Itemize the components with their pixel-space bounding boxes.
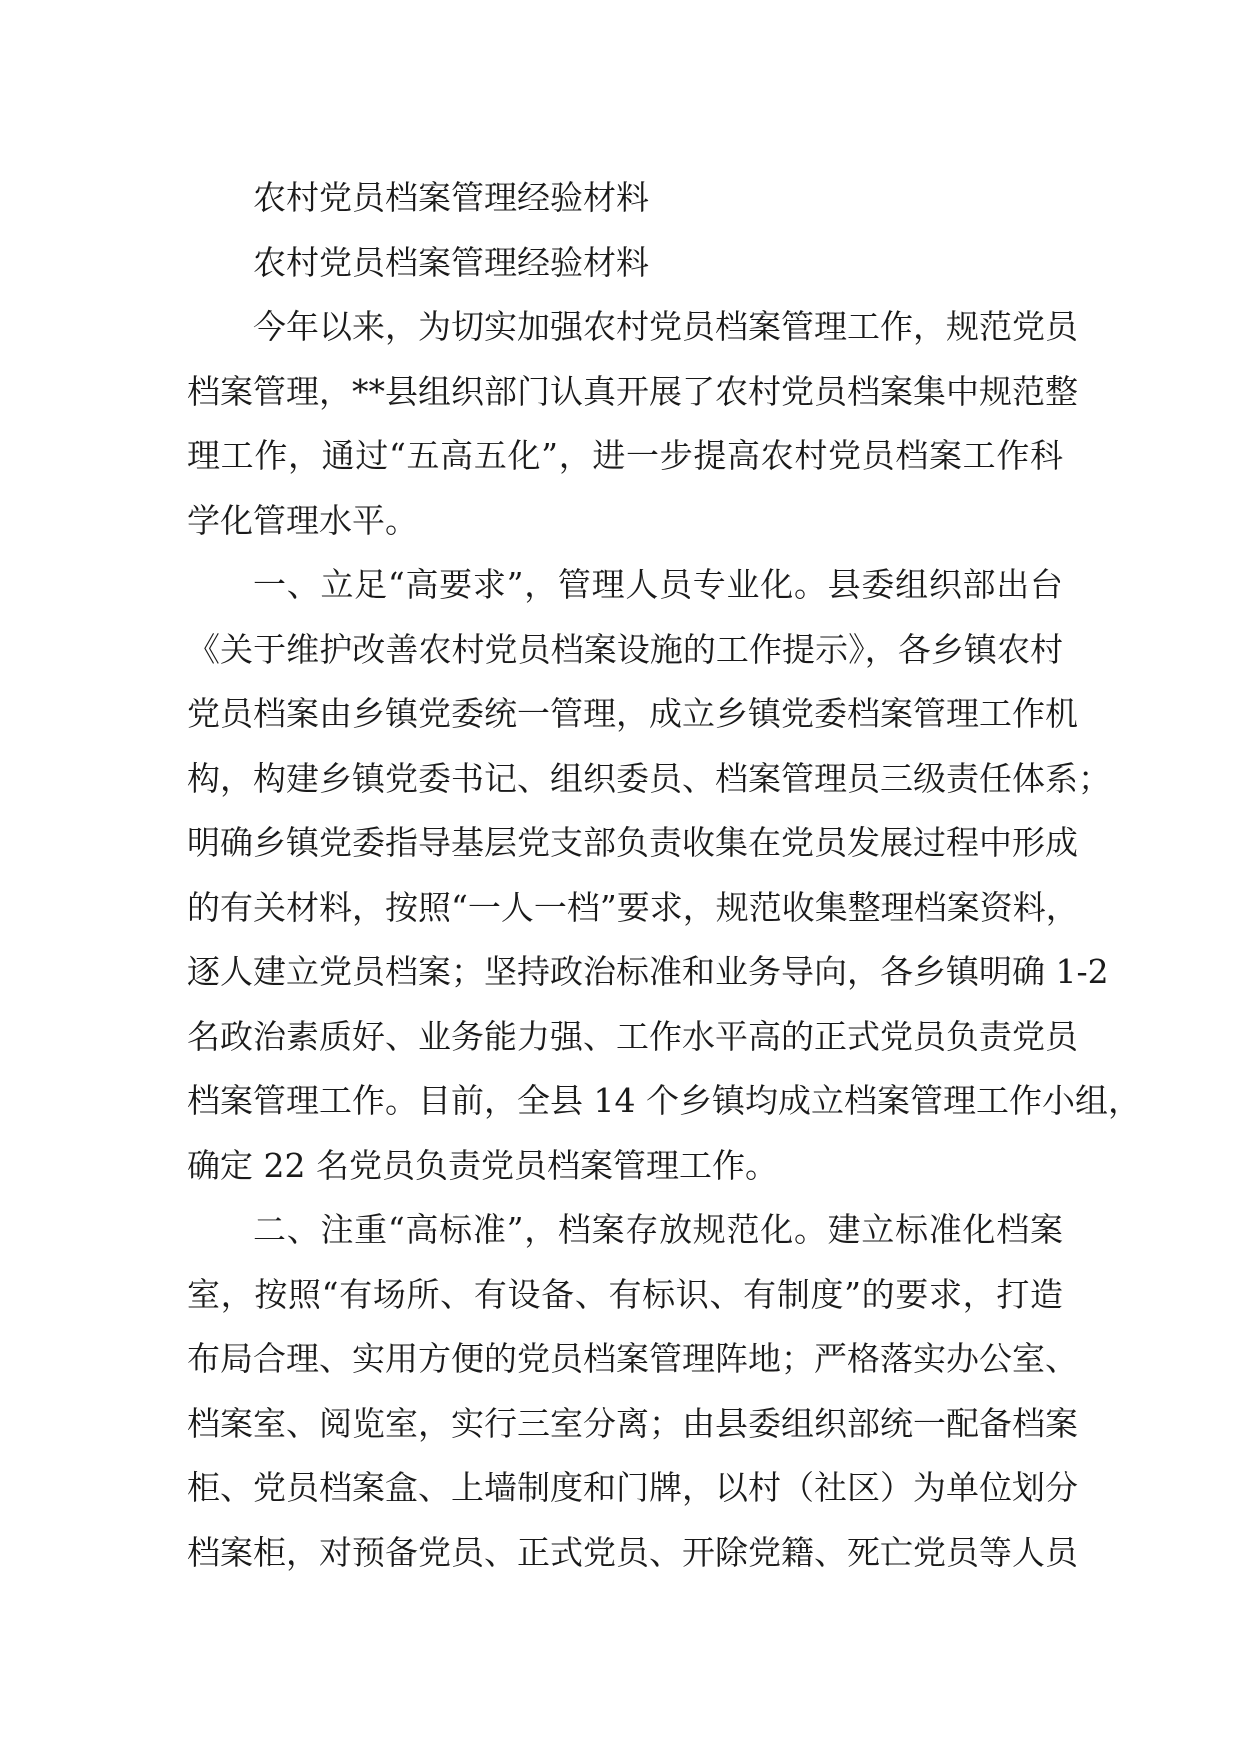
paragraph-line: 《关于维护改善农村党员档案设施的工作提示》，各乡镇农村 (187, 629, 1063, 669)
paragraph-line: 二、注重“高标准”，档案存放规范化。建立标准化档案 (253, 1210, 1063, 1249)
document-subtitle: 农村党员档案管理经验材料 (253, 242, 649, 282)
paragraph-line: 名政治素质好、业务能力强、工作水平高的正式党员负责党员 (187, 1016, 1078, 1056)
paragraph-line: 档案管理工作。目前，全县 14 个乡镇均成立档案管理工作小组， (187, 1081, 1141, 1120)
paragraph-line: 构，构建乡镇党委书记、组织委员、档案管理员三级责任体系； (187, 758, 1111, 798)
paragraph-line: 柜、党员档案盒、上墙制度和门牌，以村（社区）为单位划分 (187, 1468, 1078, 1507)
paragraph-line: 确定 22 名党员负责党员档案管理工作。 (187, 1145, 778, 1185)
paragraph-line: 党员档案由乡镇党委统一管理，成立乡镇党委档案管理工作机 (187, 694, 1078, 733)
paragraph-line: 今年以来，为切实加强农村党员档案管理工作，规范党员 (253, 307, 1078, 346)
paragraph-line: 理工作，通过“五高五化”，进一步提高农村党员档案工作科 (187, 436, 1063, 475)
document-title: 农村党员档案管理经验材料 (253, 178, 649, 217)
paragraph-line: 档案管理，**县组织部门认真开展了农村党员档案集中规范整 (187, 371, 1078, 411)
paragraph-line: 档案室、阅览室，实行三室分离；由县委组织部统一配备档案 (187, 1403, 1078, 1443)
paragraph-line: 学化管理水平。 (187, 500, 418, 540)
paragraph-line: 布局合理、实用方便的党员档案管理阵地；严格落实办公室、 (187, 1339, 1078, 1378)
paragraph-line: 室，按照“有场所、有设备、有标识、有制度”的要求，打造 (187, 1274, 1063, 1314)
paragraph-line: 一、立足“高要求”，管理人员专业化。县委组织部出台 (253, 565, 1063, 604)
paragraph-line: 档案柜，对预备党员、正式党员、开除党籍、死亡党员等人员 (187, 1532, 1078, 1572)
paragraph-line: 明确乡镇党委指导基层党支部负责收集在党员发展过程中形成 (187, 823, 1078, 862)
document-body (187, 166, 1141, 1585)
paragraph-line: 的有关材料，按照“一人一档”要求，规范收集整理档案资料， (187, 887, 1079, 927)
paragraph-line: 逐人建立党员档案；坚持政治标准和业务导向，各乡镇明确 1-2 (187, 952, 1109, 991)
